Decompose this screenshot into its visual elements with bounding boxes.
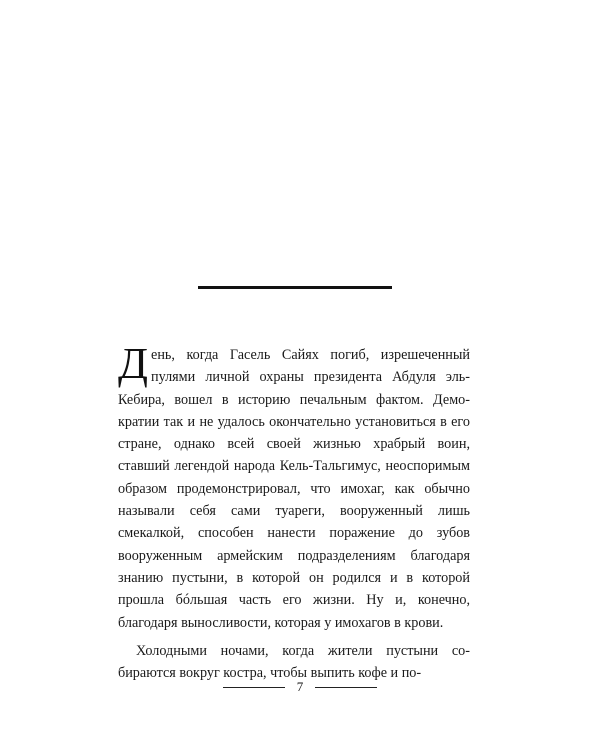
paragraph-2: Холодными ночами, когда жители пустыни собираются вокруг костра, чтобы выпить кофе и по-	[118, 642, 470, 682]
footer-rule-right	[315, 687, 377, 688]
paragraph-1-text: ень, когда Гасель Сайях погиб, изрешеченный пулями личной охраны президента Абдуля эль-Кебира, вошел в историю печальным фактом. Демократии так и не удалось окончательно установиться в его стране, однако всей своей жизнью храбрый воин, ставший легендой народа Кель-Тальгимус, неоспоримым образом продемонстрировал, что имохаг, как обычно называли себя сами туареги, вооруженный лишь смекалкой, способен нанести поражение до зубов вооруженным армейским подразделениям благодаря знанию пустыни, в которой он родился и в которой прошла бóльшая часть его жизни. Ну и, конечно, благодаря выносливости, которая у имохагов в крови.	[118, 347, 470, 631]
page-number: 7	[296, 679, 304, 694]
paragraph-1	[118, 339, 470, 634]
footer-rule-left	[223, 687, 285, 688]
body-text	[118, 339, 470, 684]
chapter-opening-rule	[198, 286, 392, 289]
page-footer	[0, 679, 600, 695]
drop-cap: Д	[118, 339, 149, 388]
